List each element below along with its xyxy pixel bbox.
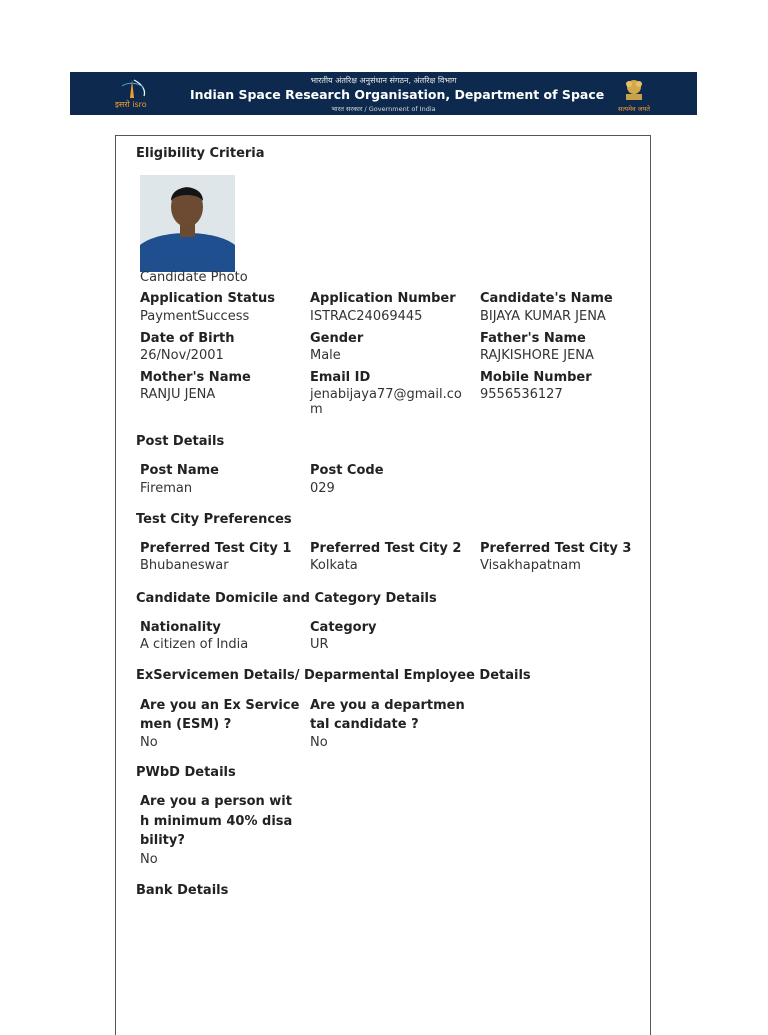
govt-subtitle: भारत सरकार / Government of India (331, 105, 436, 113)
field-value-application-number: ISTRAC24069445 (310, 309, 423, 324)
field-value-category: UR (310, 637, 329, 652)
candidate-photo (140, 175, 235, 272)
field-label-departmental-wrap: tal candidate ? (310, 717, 419, 732)
field-value-pwbd: No (140, 852, 158, 867)
field-value-test-city-1: Bhubaneswar (140, 558, 229, 573)
section-title-eligibility: Eligibility Criteria (136, 146, 265, 161)
field-value-email-id: jenabijaya77@gmail.co (310, 387, 462, 402)
section-title-post-details: Post Details (136, 434, 225, 449)
field-value-father-name: RAJKISHORE JENA (480, 348, 594, 363)
section-title-test-city: Test City Preferences (136, 512, 292, 527)
isro-logo-text: इसरो isro (115, 100, 147, 109)
field-value-date-of-birth: 26/Nov/2001 (140, 348, 224, 363)
field-value-nationality: A citizen of India (140, 637, 249, 652)
section-title-pwbd: PWbD Details (136, 765, 236, 780)
field-label-date-of-birth: Date of Birth (140, 331, 235, 346)
field-label-test-city-2: Preferred Test City 2 (310, 541, 462, 556)
hindi-org-name: भारतीय अंतरिक्ष अनुसंधान संगठन, अंतरिक्ष विभाग (310, 76, 457, 85)
field-value-gender: Male (310, 348, 341, 363)
field-value-test-city-3: Visakhapatnam (480, 558, 581, 573)
field-value-mobile-number: 9556536127 (480, 387, 563, 402)
field-label-ex-serviceman-wrap: men (ESM) ? (140, 717, 232, 732)
national-emblem-icon (618, 76, 650, 102)
photo-caption: Candidate Photo (140, 270, 248, 285)
field-label-category: Category (310, 620, 377, 635)
section-title-bank: Bank Details (136, 883, 229, 898)
field-label-email-id: Email ID (310, 370, 371, 385)
field-value-post-code: 029 (310, 481, 335, 496)
field-label-nationality: Nationality (140, 620, 221, 635)
header-banner (70, 72, 697, 115)
field-value-ex-serviceman: No (140, 735, 158, 750)
field-value-candidate-name: BIJAYA KUMAR JENA (480, 309, 606, 324)
field-value-departmental: No (310, 735, 328, 750)
section-title-exservicemen: ExServicemen Details/ Deparmental Employee Details (136, 668, 531, 683)
field-label-post-name: Post Name (140, 463, 219, 478)
application-card (115, 135, 651, 1035)
field-label-father-name: Father's Name (480, 331, 586, 346)
field-label-pwbd-wrap-1: h minimum 40% disa (140, 814, 293, 829)
field-value-post-name: Fireman (140, 481, 193, 496)
field-label-candidate-name: Candidate's Name (480, 291, 613, 306)
emblem-motto: सत्यमेव जयते (618, 105, 650, 113)
field-label-application-number: Application Number (310, 291, 456, 306)
section-title-domicile: Candidate Domicile and Category Details (136, 591, 437, 606)
field-label-test-city-1: Preferred Test City 1 (140, 541, 292, 556)
field-label-application-status: Application Status (140, 291, 276, 306)
candidate-photo-icon (140, 175, 235, 272)
field-value-test-city-2: Kolkata (310, 558, 358, 573)
field-label-post-code: Post Code (310, 463, 384, 478)
field-label-gender: Gender (310, 331, 364, 346)
field-label-test-city-3: Preferred Test City 3 (480, 541, 632, 556)
field-label-mother-name: Mother's Name (140, 370, 251, 385)
field-label-ex-serviceman: Are you an Ex Service (140, 698, 300, 713)
field-value-mother-name: RANJU JENA (140, 387, 216, 402)
field-label-pwbd: Are you a person wit (140, 794, 292, 809)
field-label-mobile-number: Mobile Number (480, 370, 592, 385)
field-value-application-status: PaymentSuccess (140, 309, 250, 324)
field-label-departmental: Are you a departmen (310, 698, 465, 713)
field-value-email-id-wrap: m (310, 402, 323, 417)
org-title: Indian Space Research Organisation, Department of Space (190, 87, 605, 102)
field-label-pwbd-wrap-2: bility? (140, 833, 185, 848)
